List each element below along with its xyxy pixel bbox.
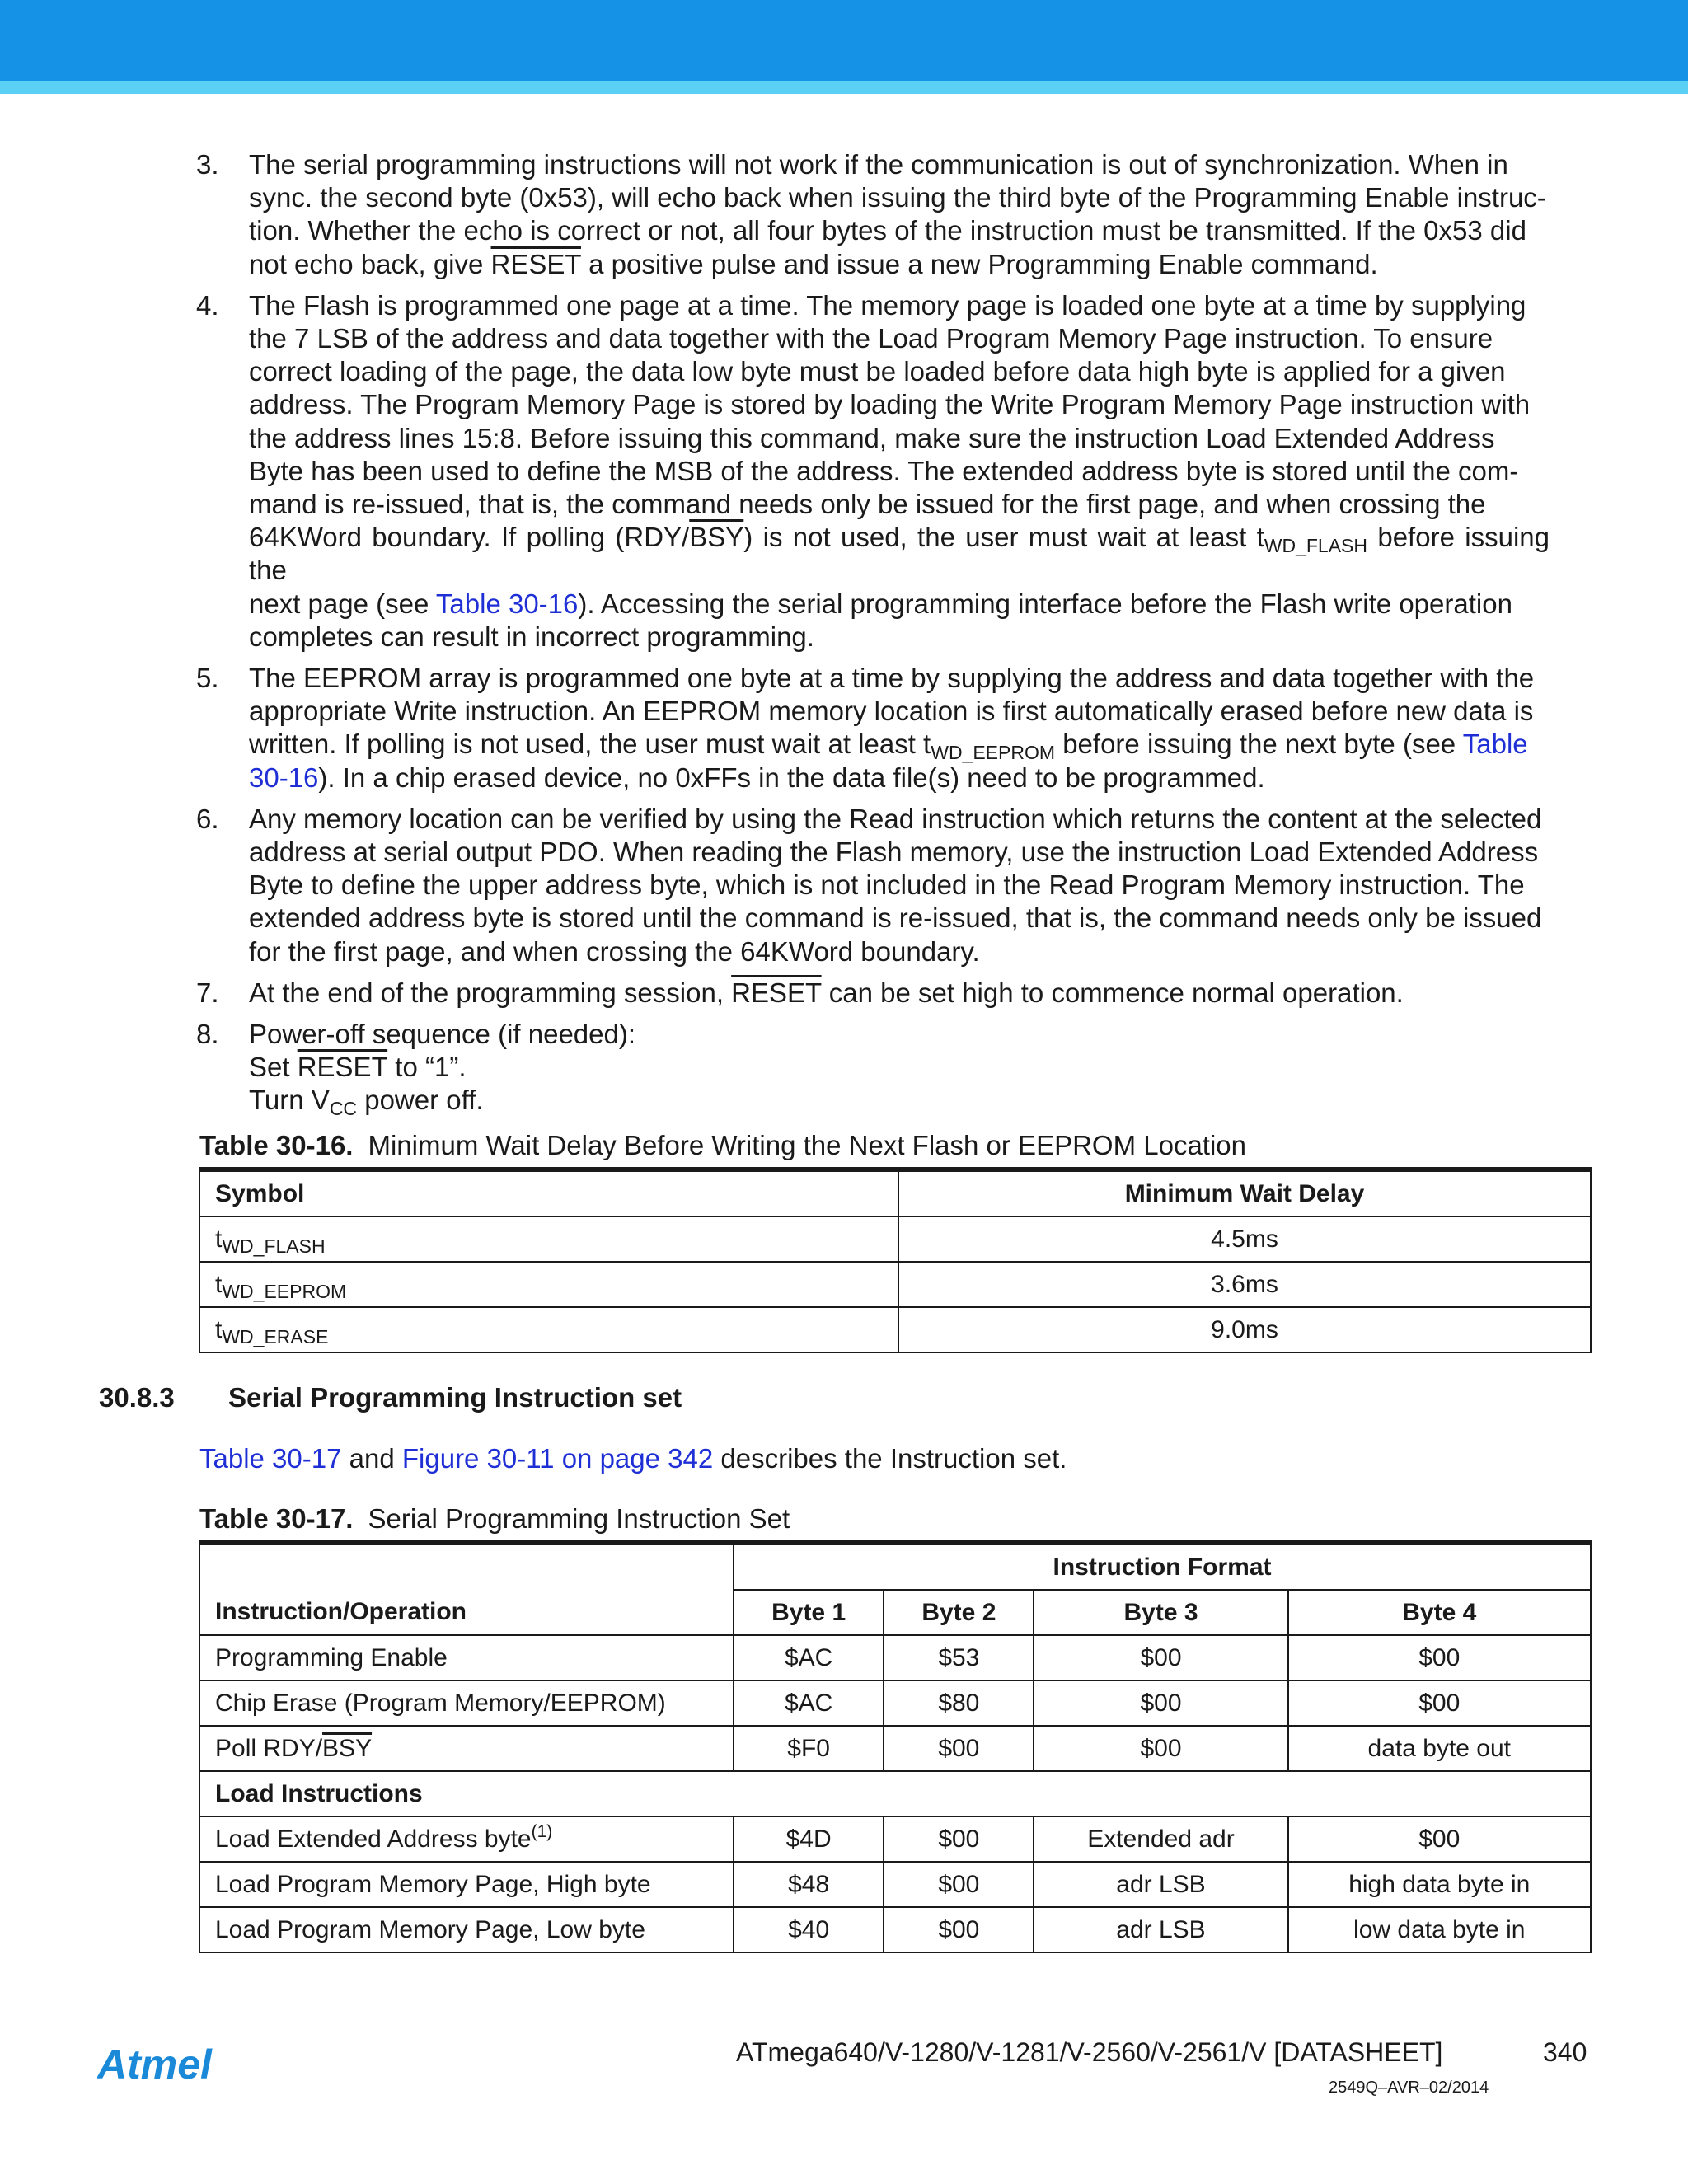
step-number: 5. (196, 663, 219, 694)
table-row: $t_{WD\_FLASH}$ 4.5ms (199, 1216, 1591, 1262)
table-row: Load Program Memory Page, Low byte $40 $00 adr LSB low data byte in (199, 1907, 1591, 1952)
table-row: Chip Erase (Program Memory/EEPROM) $AC $80 $00 $00 (199, 1680, 1591, 1726)
step-item (196, 1018, 1550, 1118)
reset-signal: RESET (731, 977, 822, 1008)
table-row: $t_{WD\_EEPROM}$ 3.6ms (199, 1262, 1591, 1307)
table-30-16-link[interactable]: 30-16 (249, 762, 319, 793)
header-banner (0, 0, 1688, 81)
table-section-row: Load Instructions (199, 1771, 1591, 1816)
programming-steps (196, 148, 1550, 1126)
section-intro: Table 30-17 and Figure 30-11 on page 342 describes the Instruction set. (199, 1443, 1067, 1474)
table-row: Programming Enable $AC $53 $00 $00 (199, 1635, 1591, 1680)
section-title: Serial Programming Instruction set (228, 1382, 682, 1413)
step-item (196, 289, 1550, 654)
step-number: 7. (196, 977, 219, 1008)
table-30-17-caption: Table 30-17. Serial Programming Instruction Set (199, 1503, 790, 1534)
svg-text:Atmel: Atmel (97, 2042, 212, 2085)
reset-signal: RESET (297, 1052, 388, 1083)
step-number: 4. (196, 289, 219, 321)
table-header-row: Byte 1 Byte 2 Byte 3 Byte 4 (199, 1590, 1591, 1635)
step-text: At the end of the programming session, RESET can be set high to commence normal operation. (249, 977, 1404, 1008)
step-number: 6. (196, 803, 219, 834)
table-30-16-link[interactable]: Table 30-16 (435, 588, 579, 619)
step-item (196, 977, 1550, 1010)
step-item (196, 148, 1550, 281)
figure-30-11-link[interactable]: Figure 30-11 on page 342 (401, 1443, 714, 1474)
reset-signal: RESET (490, 248, 581, 279)
wait-delay-table (199, 1167, 1592, 1353)
table-header-row: Symbol Minimum Wait Delay (199, 1169, 1591, 1216)
instruction-set-table (199, 1540, 1592, 1953)
step-number: 8. (196, 1019, 219, 1050)
step-text: The serial programming instructions will not work if the communication is out of synchronization. When in sync. the second byte (0x53), will echo back when issuing the third byte of the Programming Enable instruc- tion. Whether the echo is correct or not, all four bytes of the instruction must be transmitted. If the 0x53 did not echo back, give RESET a positive pulse and issue a new Programming Enable command. (249, 149, 1546, 279)
table-row: Poll RDY/$\overline{BSY}$ $F0 $00 $00 data byte out (199, 1726, 1591, 1771)
step-text: Power-off sequence (if needed): Set RESET to “1”. Turn $V_{CC}$ power off. (249, 1019, 636, 1120)
table-header-row: Instruction/Operation Instruction Format (199, 1543, 1591, 1590)
table-row: Load Program Memory Page, High byte $48 $00 adr LSB high data byte in (199, 1862, 1591, 1907)
step-text: The EEPROM array is programmed one byte at a time by supplying the address and data together with the appropriate Write instruction. An EEPROM memory location is first automatically erased before new data is written. If polling is not used, the user must wait at least $t_{WD\_EEPROM}$ before issuing the next byte (see Table 30-16). In a chip erased device, no 0xFFs in the data file(s) need to be programmed. (249, 663, 1535, 793)
step-number: 3. (196, 149, 219, 180)
section-number: 30.8.3 (99, 1382, 175, 1413)
page-number: 340 (1543, 2037, 1587, 2067)
table-30-16-link[interactable]: Table (1462, 729, 1528, 760)
document-revision: 2549Q–AVR–02/2014 (1329, 2079, 1489, 2097)
atmel-logo (97, 2042, 239, 2085)
step-text: The Flash is programmed one page at a time. The memory page is loaded one byte at a time by supplying the 7 LSB of the address and data together with the Load Program Memory Page instruction. To ensure correct loading of the page, the data low byte must be loaded before data high byte is applied for a given address. The Program Memory Page is stored by loading the Write Program Memory Page instruction with the address lines 15:8. Before issuing this command, make sure the instruction Load Extended Address Byte has been used to define the MSB of the address. The extended address byte is stored until the com- mand is re-issued, that is, the command needs only be issued for the first page, and when crossing the 64KWord boundary. If polling $(RDY/\overline{BSY})$ is not used, the user must wait at least $t_{WD\_FLASH}$ before issuing the next page (see Table 30-16). Accessing the serial programming interface before the Flash write operation completes can result in incorrect programming. (249, 289, 1550, 652)
table-row: $t_{WD\_ERASE}$ 9.0ms (199, 1307, 1591, 1352)
step-item (196, 662, 1550, 794)
step-item (196, 803, 1550, 968)
table-30-17-link[interactable]: Table 30-17 (199, 1443, 342, 1474)
table-row: Load Extended Address byte$^{(1)}$ $4D $00 Extended adr $00 (199, 1816, 1591, 1862)
table-30-16-caption: Table 30-16. Minimum Wait Delay Before Writing the Next Flash or EEPROM Location (199, 1130, 1247, 1160)
footnote-ref: (1) (531, 1821, 553, 1841)
header-stripe (0, 81, 1688, 94)
step-text: Any memory location can be verified by using the Read instruction which returns the content at the selected address at serial output PDO. When reading the Flash memory, use the instruction Load Extended Address Byte to define the upper address byte, which is not included in the Read Program Memory instruction. The extended address byte is stored until the command is re-issued, that is, the command needs only be issued for the first page, and when crossing the 64KWord boundary. (249, 803, 1542, 967)
footer-document-title: ATmega640/V-1280/V-1281/V-2560/V-2561/V [DATASHEET] (736, 2037, 1443, 2067)
